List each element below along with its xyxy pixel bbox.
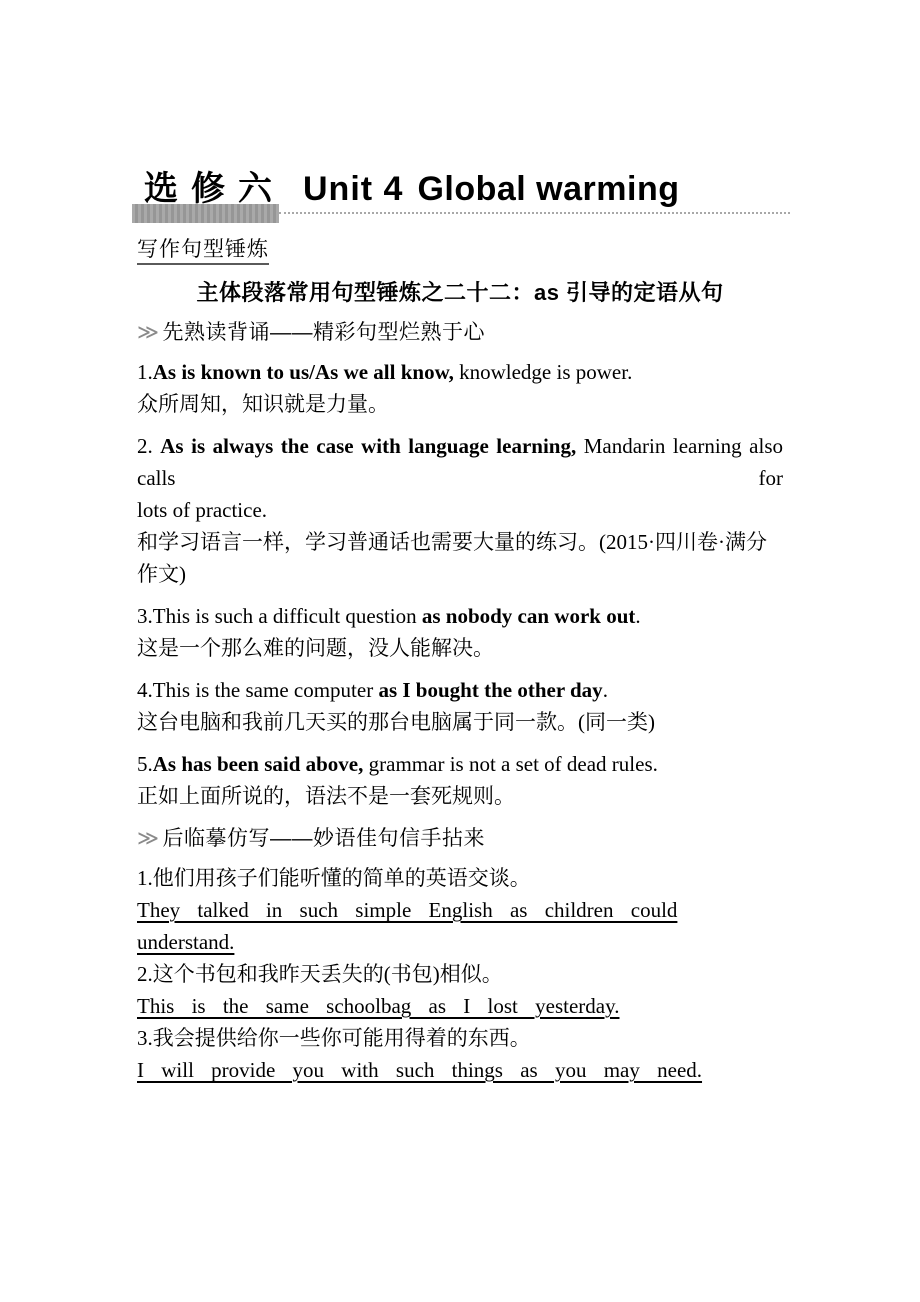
sentence-text: Mandarin learning also calls for <box>137 434 783 490</box>
sentence-text: 5. <box>137 752 153 776</box>
answer-line-2 <box>137 990 783 1022</box>
answer-line-1 <box>137 894 783 958</box>
sentence-bold: as nobody can work out <box>421 604 636 628</box>
prompt-cn-3: 3.我会提供给你一些你可能用得着的东西。 <box>137 1026 531 1050</box>
model-sentence-3 <box>137 600 783 632</box>
book-label: 选修六 <box>144 170 285 208</box>
section-tab: 写作句型锤炼 <box>137 237 269 265</box>
prompt-cn-1: 1.他们用孩子们能听懂的简单的英语交谈。 <box>137 866 531 890</box>
recite-heading-label: 先熟读背诵——精彩句型烂熟于心 <box>162 321 485 344</box>
double-chevron-icon: ≫ <box>137 320 160 344</box>
answer-text: I will provide you with such things as you may need. <box>137 1058 703 1082</box>
model-sentence-4 <box>137 674 783 706</box>
sentence-text: grammar is not a set of dead rules. <box>363 752 658 776</box>
model-sentence-2-line1 <box>137 430 783 494</box>
unit-title: Global warming <box>417 170 680 208</box>
answer-text: They talked in such simple English as children could understand. <box>137 898 678 954</box>
sentence-bold: As is always the case with language learning, <box>160 434 577 458</box>
unit-header <box>144 170 680 208</box>
answer-line-3 <box>137 1054 783 1086</box>
sentence-text: . <box>602 678 608 702</box>
header-divider-line <box>279 212 790 214</box>
translation-5: 正如上面所说的，语法不是一套死规则。 <box>137 784 515 808</box>
translation-3: 这是一个那么难的问题，没人能解决。 <box>137 636 494 660</box>
imitate-heading-label: 后临摹仿写——妙语佳句信手拈来 <box>162 827 485 850</box>
model-sentence-2-line2: lots of practice. <box>137 498 268 522</box>
main-heading: 主体段落常用句型锤炼之二十二：as 引导的定语从句 <box>196 280 724 305</box>
sentence-bold: As has been said above, <box>152 752 364 776</box>
sentence-text: 1. <box>137 360 153 384</box>
sentence-text: . <box>635 604 641 628</box>
sentence-text: 2. <box>137 434 161 458</box>
sentence-text: 3.This is such a difficult question <box>137 604 422 628</box>
translation-2: 和学习语言一样，学习普通话也需要大量的练习。(2015·四川卷·满分作文) <box>137 530 767 586</box>
sentence-text: 4.This is the same computer <box>137 678 379 702</box>
double-chevron-icon: ≫ <box>137 826 160 850</box>
recite-section-heading <box>137 319 783 346</box>
imitate-section-heading <box>137 825 783 852</box>
answer-text: This is the same schoolbag as I lost yesterday. <box>137 994 620 1018</box>
model-sentence-1 <box>137 356 783 388</box>
sentence-text: knowledge is power. <box>453 360 633 384</box>
model-sentence-5 <box>137 748 783 780</box>
sentence-bold: as I bought the other day <box>378 678 603 702</box>
translation-1: 众所周知，知识就是力量。 <box>137 392 389 416</box>
content-column <box>137 280 783 1086</box>
unit-number: Unit 4 <box>303 170 404 208</box>
sentence-bold: As is known to us/As we all know, <box>152 360 454 384</box>
prompt-cn-2: 2.这个书包和我昨天丢失的(书包)相似。 <box>137 962 503 986</box>
translation-4: 这台电脑和我前几天买的那台电脑属于同一款。(同一类) <box>137 710 655 734</box>
